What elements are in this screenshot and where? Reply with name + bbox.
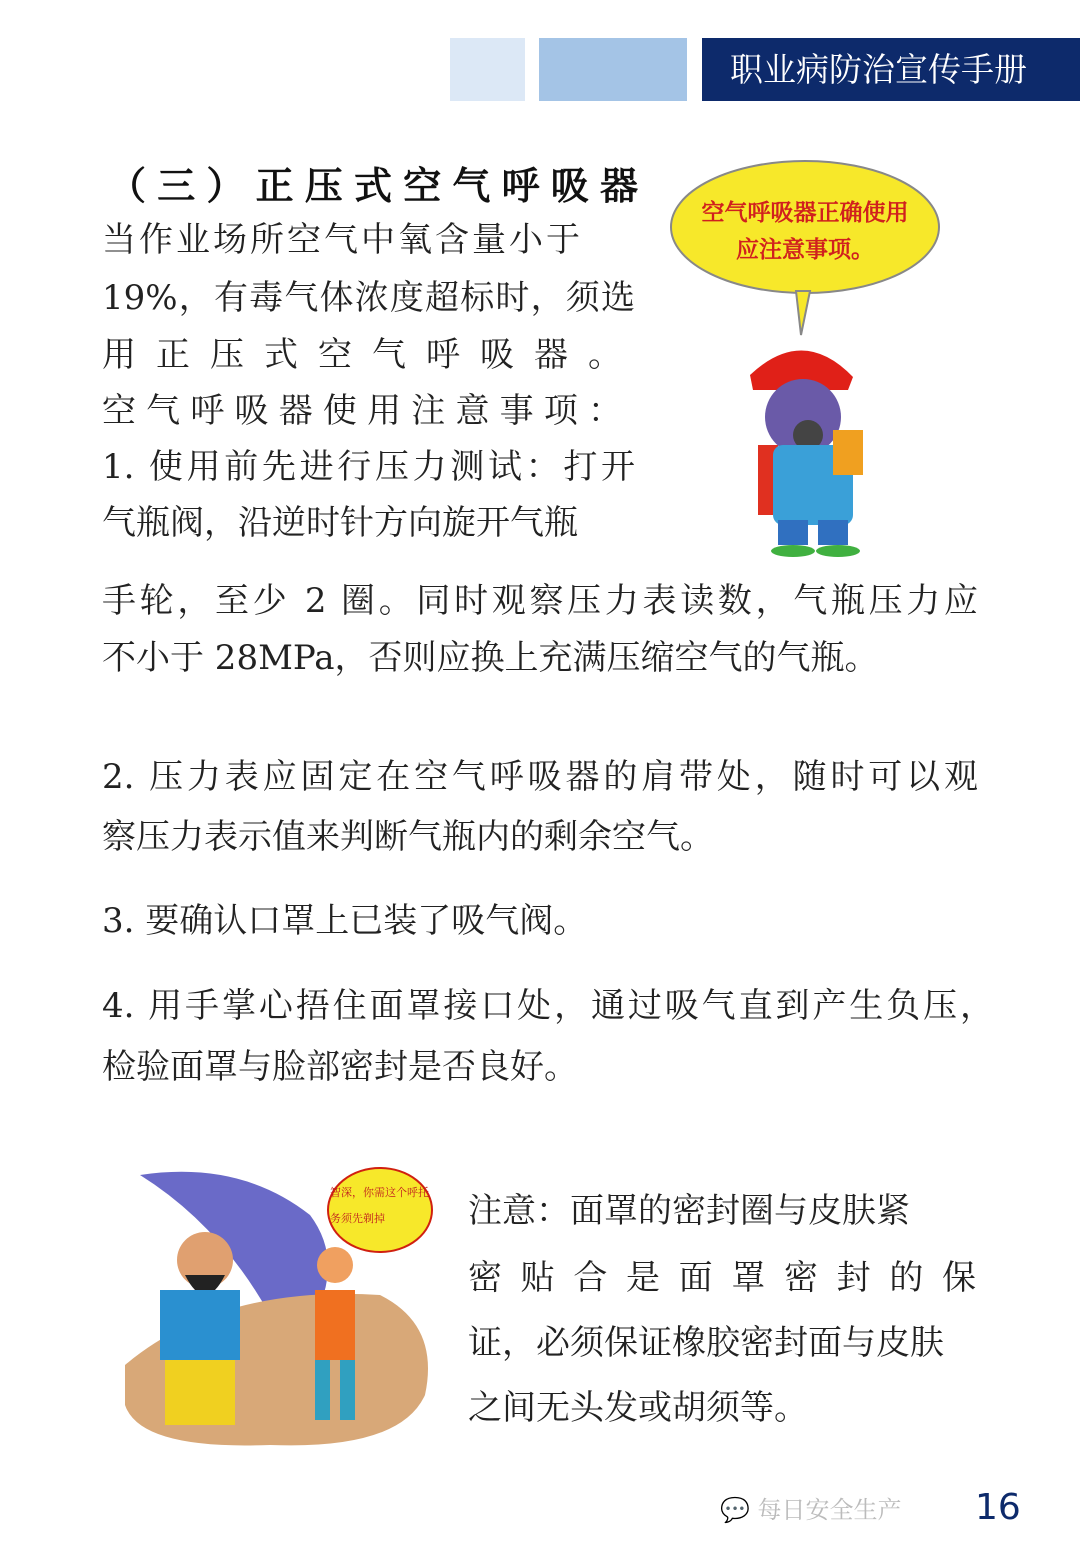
item4-line: 检验面罩与脸部密封是否良好。 xyxy=(102,1047,578,1087)
note-line: 密贴合是面罩密封的保 xyxy=(468,1258,976,1298)
item1-line: 手轮，至少 2 圈。同时观察压力表读数，气瓶压力应 xyxy=(102,581,978,621)
watermark xyxy=(720,1495,902,1525)
intro-line: 19%，有毒气体浓度超标时，须选 xyxy=(102,278,635,318)
header-decor-mid xyxy=(539,38,687,101)
note-line: 之间无头发或胡须等。 xyxy=(468,1388,808,1428)
header-decor-light xyxy=(450,38,525,101)
intro-line: 空气呼吸器使用注意事项： xyxy=(102,391,622,431)
item2-line: 2. 压力表应固定在空气呼吸器的肩带处，随时可以观 xyxy=(102,757,978,797)
note-line: 注意：面罩的密封圈与皮肤紧 xyxy=(468,1191,910,1231)
intro-line: 1. 使用前先进行压力测试：打开 xyxy=(102,447,635,487)
page-number: 16 xyxy=(975,1487,1021,1528)
intro-line: 气瓶阀，沿逆时针方向旋开气瓶 xyxy=(102,503,578,543)
bubble-line: 智深，你需这个呼托 xyxy=(330,1186,429,1199)
item4-line: 4. 用手掌心捂住面罩接口处，通过吸气直到产生负压， xyxy=(102,986,994,1026)
top-bubble-text xyxy=(680,195,930,269)
bottom-bubble-text xyxy=(330,1180,440,1232)
item1-line: 不小于 28MPa，否则应换上充满压缩空气的气瓶。 xyxy=(102,638,879,678)
intro-line: 用正压式空气呼吸器。 xyxy=(102,335,622,375)
watermark-text: 每日安全生产 xyxy=(757,1496,902,1524)
item3-line: 3. 要确认口罩上已装了吸气阀。 xyxy=(102,901,588,941)
section-heading: （三）正压式空气呼吸器 xyxy=(108,164,638,208)
bubble-line: 空气呼吸器正确使用 xyxy=(701,200,909,226)
wechat-icon: 💬 xyxy=(720,1496,758,1524)
bubble-line: 务须先剃掉 xyxy=(330,1212,385,1225)
intro-line: 当作业场所空气中氧含量小于 xyxy=(102,220,583,260)
header-title: 职业病防治宣传手册 xyxy=(702,38,1080,101)
bubble-line: 应注意事项。 xyxy=(736,237,874,263)
item2-line: 察压力表示值来判断气瓶内的剩余空气。 xyxy=(102,817,714,857)
note-line: 证，必须保证橡胶密封面与皮肤 xyxy=(468,1323,944,1363)
